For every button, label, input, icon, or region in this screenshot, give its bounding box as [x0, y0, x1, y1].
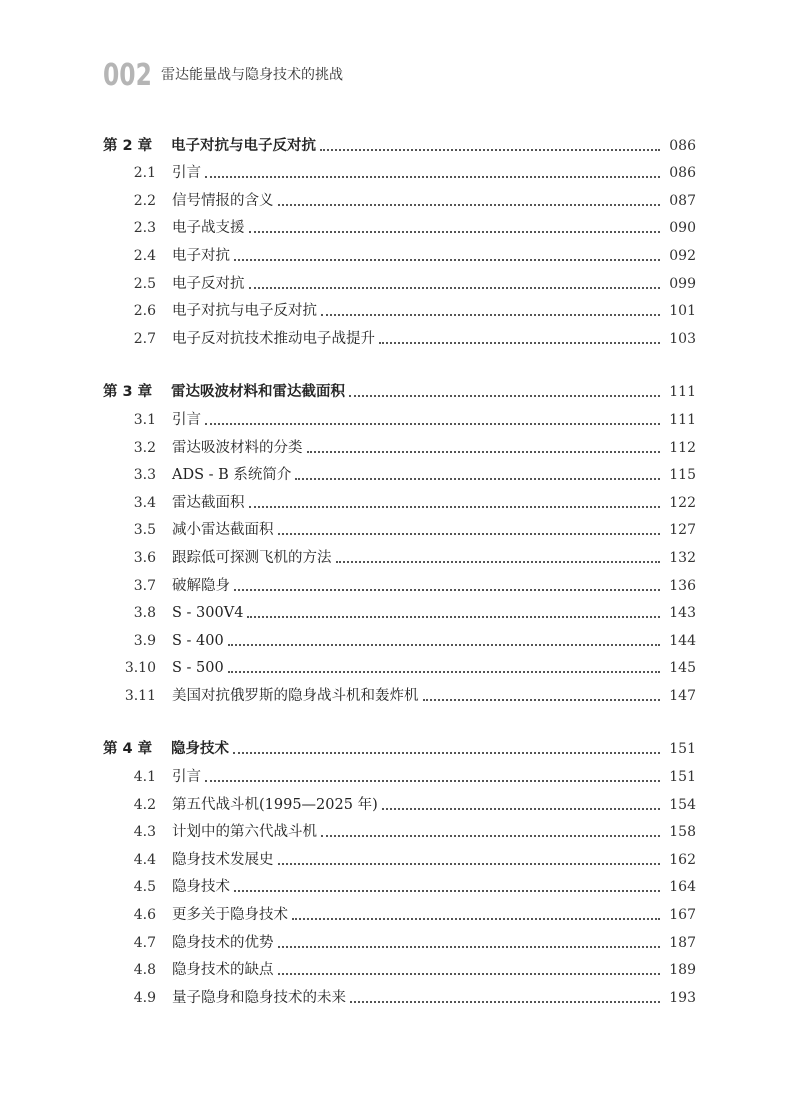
section-entry	[103, 786, 696, 814]
section-entry-number: 4.1	[133, 769, 156, 786]
section-entry-title: 跟踪低可探测飞机的方法	[172, 549, 332, 566]
section-entry-number: 4.2	[133, 796, 156, 813]
section-entry-number: 3.8	[133, 605, 156, 622]
section-entry-number: 2.4	[133, 247, 156, 264]
section-entry	[103, 265, 696, 293]
dot-leader	[278, 533, 661, 535]
section-entry-page: 090	[669, 220, 696, 237]
section-entry-page: 103	[669, 330, 696, 347]
section-entry-title: 雷达截面积	[172, 494, 245, 511]
chapter-block	[103, 731, 696, 1007]
section-entry	[103, 539, 696, 567]
dot-leader	[247, 616, 660, 618]
section-entry-title: 隐身技术的优势	[172, 934, 274, 951]
chapter-entry-number: 第 3 章	[103, 384, 153, 401]
section-entry	[103, 650, 696, 678]
section-entry	[103, 429, 696, 457]
section-entry-page: 189	[669, 962, 696, 979]
section-entry-title: S - 500	[172, 660, 224, 677]
chapter-entry	[103, 127, 696, 155]
section-entry-title: 量子隐身和隐身技术的未来	[172, 989, 346, 1006]
section-entry-number: 2.1	[133, 165, 156, 182]
section-entry-page: 087	[669, 192, 696, 209]
section-entry	[103, 457, 696, 485]
section-entry-page: 122	[669, 494, 696, 511]
chapter-entry-title: 电子对抗与电子反对抗	[171, 137, 316, 154]
dot-leader	[423, 699, 661, 701]
chapter-entry-title: 隐身技术	[171, 741, 229, 758]
section-entry-page: 099	[669, 275, 696, 292]
section-entry	[103, 512, 696, 540]
table-of-contents	[103, 127, 696, 1033]
section-entry-number: 4.3	[133, 824, 156, 841]
chapter-entry-page: 111	[669, 384, 696, 401]
section-entry	[103, 484, 696, 512]
dot-leader	[234, 890, 660, 892]
section-entry-number: 2.3	[133, 220, 156, 237]
section-entry-title: 第五代战斗机(1995—2025 年)	[172, 796, 378, 813]
dot-leader	[249, 287, 661, 289]
page-number: 002	[103, 58, 152, 93]
section-entry-page: 167	[669, 907, 696, 924]
section-entry-number: 3.11	[124, 687, 156, 704]
section-entry-title: 计划中的第六代战斗机	[172, 824, 317, 841]
section-entry	[103, 293, 696, 321]
section-entry-page: 092	[669, 247, 696, 264]
section-entry	[103, 952, 696, 980]
section-entry-page: 143	[669, 605, 696, 622]
section-entry	[103, 622, 696, 650]
section-entry-number: 3.7	[133, 577, 156, 594]
section-entry	[103, 155, 696, 183]
section-entry-title: 美国对抗俄罗斯的隐身战斗机和轰炸机	[172, 687, 419, 704]
section-entry-number: 4.8	[133, 962, 156, 979]
section-entry-title: S - 300V4	[172, 605, 244, 622]
section-entry-page: 147	[669, 687, 696, 704]
dot-leader	[249, 231, 661, 233]
dot-leader	[320, 149, 660, 151]
section-entry-page: 127	[669, 522, 696, 539]
dot-leader	[205, 780, 660, 782]
dot-leader	[349, 395, 660, 397]
section-entry-number: 3.1	[133, 411, 156, 428]
section-entry-title: 减小雷达截面积	[172, 522, 274, 539]
section-entry-page: 164	[669, 879, 696, 896]
dot-leader	[233, 752, 660, 754]
dot-leader	[379, 342, 660, 344]
section-entry-page: 136	[669, 577, 696, 594]
dot-leader	[292, 918, 660, 920]
chapter-entry	[103, 731, 696, 759]
dot-leader	[278, 204, 661, 206]
section-entry-title: 隐身技术的缺点	[172, 962, 274, 979]
dot-leader	[295, 478, 660, 480]
section-entry-page: 111	[669, 411, 696, 428]
section-entry	[103, 210, 696, 238]
section-entry-page: 158	[669, 824, 696, 841]
section-entry-number: 4.7	[133, 934, 156, 951]
section-entry-title: 雷达吸波材料的分类	[172, 439, 303, 456]
dot-leader	[278, 863, 661, 865]
section-entry-page: 144	[669, 632, 696, 649]
section-entry-page: 193	[669, 989, 696, 1006]
section-entry-title: 信号情报的含义	[172, 192, 274, 209]
section-entry	[103, 237, 696, 265]
dot-leader	[278, 973, 661, 975]
section-entry	[103, 182, 696, 210]
section-entry	[103, 896, 696, 924]
book-title: 雷达能量战与隐身技术的挑战	[161, 67, 343, 83]
section-entry-number: 3.4	[133, 494, 156, 511]
section-entry-page: 086	[669, 165, 696, 182]
section-entry	[103, 567, 696, 595]
section-entry-page: 112	[669, 439, 696, 456]
section-entry-title: 电子战支援	[172, 220, 245, 237]
section-entry-page: 162	[669, 851, 696, 868]
section-entry-title: 引言	[172, 165, 201, 182]
section-entry	[103, 677, 696, 705]
section-entry-title: 破解隐身	[172, 577, 230, 594]
section-entry	[103, 320, 696, 348]
section-entry-page: 145	[669, 660, 696, 677]
chapter-entry	[103, 374, 696, 402]
section-entry-number: 3.9	[133, 632, 156, 649]
section-entry-number: 4.5	[133, 879, 156, 896]
dot-leader	[205, 176, 660, 178]
chapter-entry-title: 雷达吸波材料和雷达截面积	[171, 384, 345, 401]
section-entry-title: 引言	[172, 411, 201, 428]
section-entry-title: 电子对抗与电子反对抗	[172, 303, 317, 320]
chapter-entry-page: 086	[669, 137, 696, 154]
section-entry-number: 3.5	[133, 522, 156, 539]
section-entry-page: 154	[669, 796, 696, 813]
section-entry	[103, 869, 696, 897]
section-entry	[103, 401, 696, 429]
chapter-entry-number: 第 2 章	[103, 137, 153, 154]
section-entry-page: 101	[669, 303, 696, 320]
page-header	[103, 58, 343, 93]
section-entry-number: 2.7	[133, 330, 156, 347]
section-entry-title: ADS - B 系统简介	[172, 467, 292, 484]
section-entry	[103, 595, 696, 623]
section-entry-number: 2.5	[133, 275, 156, 292]
section-entry-number: 3.2	[133, 439, 156, 456]
section-entry-number: 2.2	[133, 192, 156, 209]
section-entry-title: 隐身技术发展史	[172, 851, 274, 868]
section-entry	[103, 758, 696, 786]
section-entry-title: 隐身技术	[172, 879, 230, 896]
section-entry-number: 3.3	[133, 467, 156, 484]
dot-leader	[321, 835, 660, 837]
section-entry-page: 115	[669, 467, 696, 484]
chapter-entry-number: 第 4 章	[103, 741, 153, 758]
dot-leader	[228, 671, 660, 673]
dot-leader	[350, 1001, 660, 1003]
section-entry-title: 更多关于隐身技术	[172, 907, 288, 924]
dot-leader	[234, 259, 660, 261]
dot-leader	[382, 808, 660, 810]
section-entry-number: 3.6	[133, 549, 156, 566]
dot-leader	[307, 451, 661, 453]
section-entry-title: 电子反对抗	[172, 275, 245, 292]
chapter-block	[103, 374, 696, 705]
section-entry-number: 4.4	[133, 851, 156, 868]
section-entry	[103, 979, 696, 1007]
section-entry	[103, 814, 696, 842]
chapter-entry-page: 151	[669, 741, 696, 758]
section-entry-number: 4.9	[133, 989, 156, 1006]
chapter-block	[103, 127, 696, 348]
section-entry	[103, 841, 696, 869]
section-entry-title: 电子对抗	[172, 247, 230, 264]
section-entry-number: 2.6	[133, 303, 156, 320]
dot-leader	[336, 561, 661, 563]
dot-leader	[228, 644, 660, 646]
section-entry-number: 3.10	[124, 660, 156, 677]
section-entry-title: 引言	[172, 769, 201, 786]
dot-leader	[249, 506, 661, 508]
section-entry-number: 4.6	[133, 907, 156, 924]
section-entry-page: 187	[669, 934, 696, 951]
section-entry-title: S - 400	[172, 632, 224, 649]
section-entry	[103, 924, 696, 952]
section-entry-title: 电子反对抗技术推动电子战提升	[172, 330, 375, 347]
dot-leader	[234, 589, 660, 591]
dot-leader	[205, 423, 660, 425]
dot-leader	[278, 946, 661, 948]
dot-leader	[321, 314, 660, 316]
section-entry-page: 132	[669, 549, 696, 566]
section-entry-page: 151	[669, 769, 696, 786]
